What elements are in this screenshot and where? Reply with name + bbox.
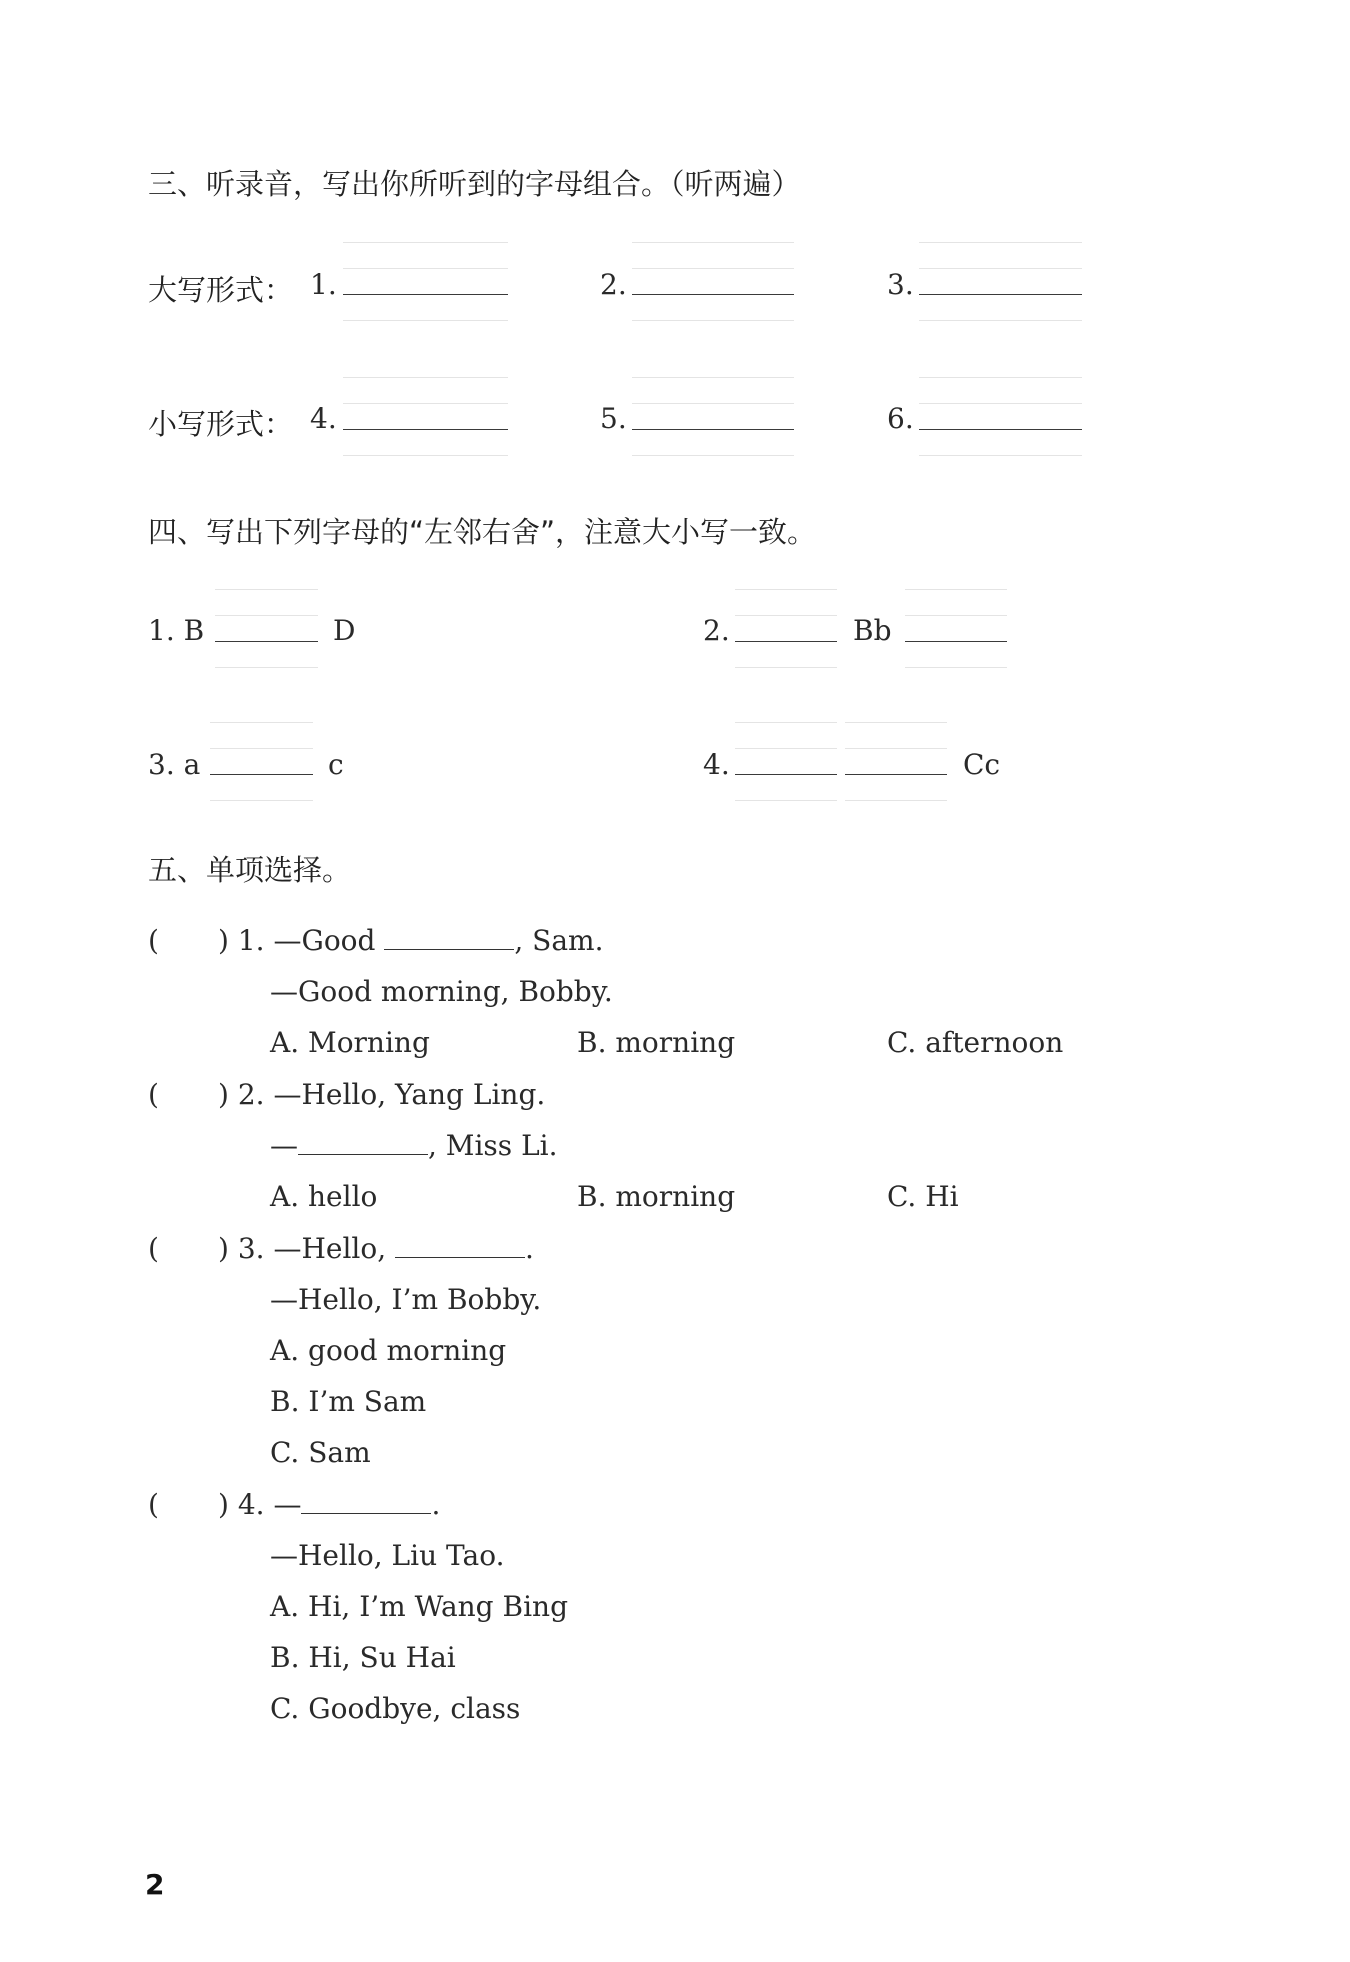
question-text: .: [431, 1488, 441, 1521]
question-text: —Good: [273, 924, 376, 957]
question-text: —Hello, Yang Ling.: [273, 1078, 546, 1111]
question-number: ) 4.: [218, 1488, 265, 1521]
question-3-line-2: —Hello, I’m Bobby.: [270, 1283, 542, 1316]
question-4-line-2: —Hello, Liu Tao.: [270, 1539, 505, 1572]
item-number: 3.: [887, 268, 914, 301]
neighbor-question-1-right: D: [333, 614, 356, 647]
option-b[interactable]: B. morning: [577, 1026, 736, 1059]
neighbor-answer-guide[interactable]: [735, 722, 837, 800]
writing-guide-4[interactable]: [343, 377, 508, 455]
question-number: ) 1.: [218, 924, 265, 957]
writing-guide-2[interactable]: [632, 242, 794, 320]
neighbor-answer-guide[interactable]: [905, 589, 1007, 667]
neighbor-question-4-number: 4.: [703, 748, 730, 781]
fill-blank[interactable]: [301, 1512, 431, 1514]
neighbor-answer-guide[interactable]: [845, 722, 947, 800]
option-b[interactable]: B. morning: [577, 1180, 736, 1213]
fill-blank[interactable]: [384, 948, 514, 950]
item-number: 1.: [310, 268, 337, 301]
answer-paren-open[interactable]: (: [148, 1488, 159, 1521]
item-number: 4.: [310, 402, 337, 435]
option-a[interactable]: A. Morning: [270, 1026, 430, 1059]
option-c[interactable]: C. Goodbye, class: [270, 1692, 521, 1725]
answer-paren-open[interactable]: (: [148, 1078, 159, 1111]
question-2-line-1: [218, 1078, 545, 1111]
lowercase-label: 小写形式：: [148, 407, 294, 441]
page-number: 2: [145, 1868, 165, 1901]
question-2-line-2: [270, 1129, 558, 1162]
question-number: ) 3.: [218, 1232, 265, 1265]
option-a[interactable]: A. Hi, I’m Wang Bing: [270, 1590, 568, 1623]
writing-guide-3[interactable]: [919, 242, 1082, 320]
neighbor-question-3-letter: 3. a: [148, 748, 201, 781]
item-number: 2.: [600, 268, 627, 301]
uppercase-label: 大写形式：: [148, 273, 294, 307]
fill-blank[interactable]: [298, 1153, 428, 1155]
neighbor-question-4-letter: Cc: [963, 748, 1001, 781]
question-text: , Miss Li.: [428, 1129, 558, 1162]
question-text: .: [525, 1232, 534, 1265]
neighbor-answer-guide[interactable]: [215, 589, 318, 667]
section3-heading: 三、听录音，写出你所听到的字母组合。（听两遍）: [148, 167, 801, 201]
writing-guide-5[interactable]: [632, 377, 794, 455]
neighbor-question-2-letter: Bb: [853, 614, 892, 647]
question-text: —Hello,: [273, 1232, 387, 1265]
answer-paren-open[interactable]: (: [148, 924, 159, 957]
option-c[interactable]: C. Hi: [887, 1180, 959, 1213]
item-number: 5.: [600, 402, 627, 435]
question-text: —: [270, 1129, 298, 1162]
option-c[interactable]: C. Sam: [270, 1436, 371, 1469]
question-4-line-1: [218, 1488, 440, 1521]
option-a[interactable]: A. good morning: [270, 1334, 507, 1367]
neighbor-question-3-right: c: [328, 748, 344, 781]
question-1-line-1: [218, 924, 604, 957]
option-b[interactable]: B. Hi, Su Hai: [270, 1641, 456, 1674]
neighbor-answer-guide[interactable]: [735, 589, 837, 667]
fill-blank[interactable]: [395, 1256, 525, 1258]
neighbor-answer-guide[interactable]: [210, 722, 313, 800]
option-b[interactable]: B. I’m Sam: [270, 1385, 427, 1418]
question-text: —: [273, 1488, 302, 1521]
question-3-line-1: [218, 1232, 534, 1265]
option-a[interactable]: A. hello: [270, 1180, 378, 1213]
answer-paren-open[interactable]: (: [148, 1232, 159, 1265]
writing-guide-1[interactable]: [343, 242, 508, 320]
option-c[interactable]: C. afternoon: [887, 1026, 1064, 1059]
question-number: ) 2.: [218, 1078, 265, 1111]
neighbor-question-2-number: 2.: [703, 614, 730, 647]
question-text: , Sam.: [514, 924, 604, 957]
writing-guide-6[interactable]: [919, 377, 1082, 455]
question-1-line-2: —Good morning, Bobby.: [270, 975, 613, 1008]
section4-heading: 四、写出下列字母的“左邻右舍”，注意大小写一致。: [148, 515, 817, 549]
item-number: 6.: [887, 402, 914, 435]
neighbor-question-1-letter: 1. B: [148, 614, 205, 647]
section5-heading: 五、单项选择。: [148, 853, 352, 887]
